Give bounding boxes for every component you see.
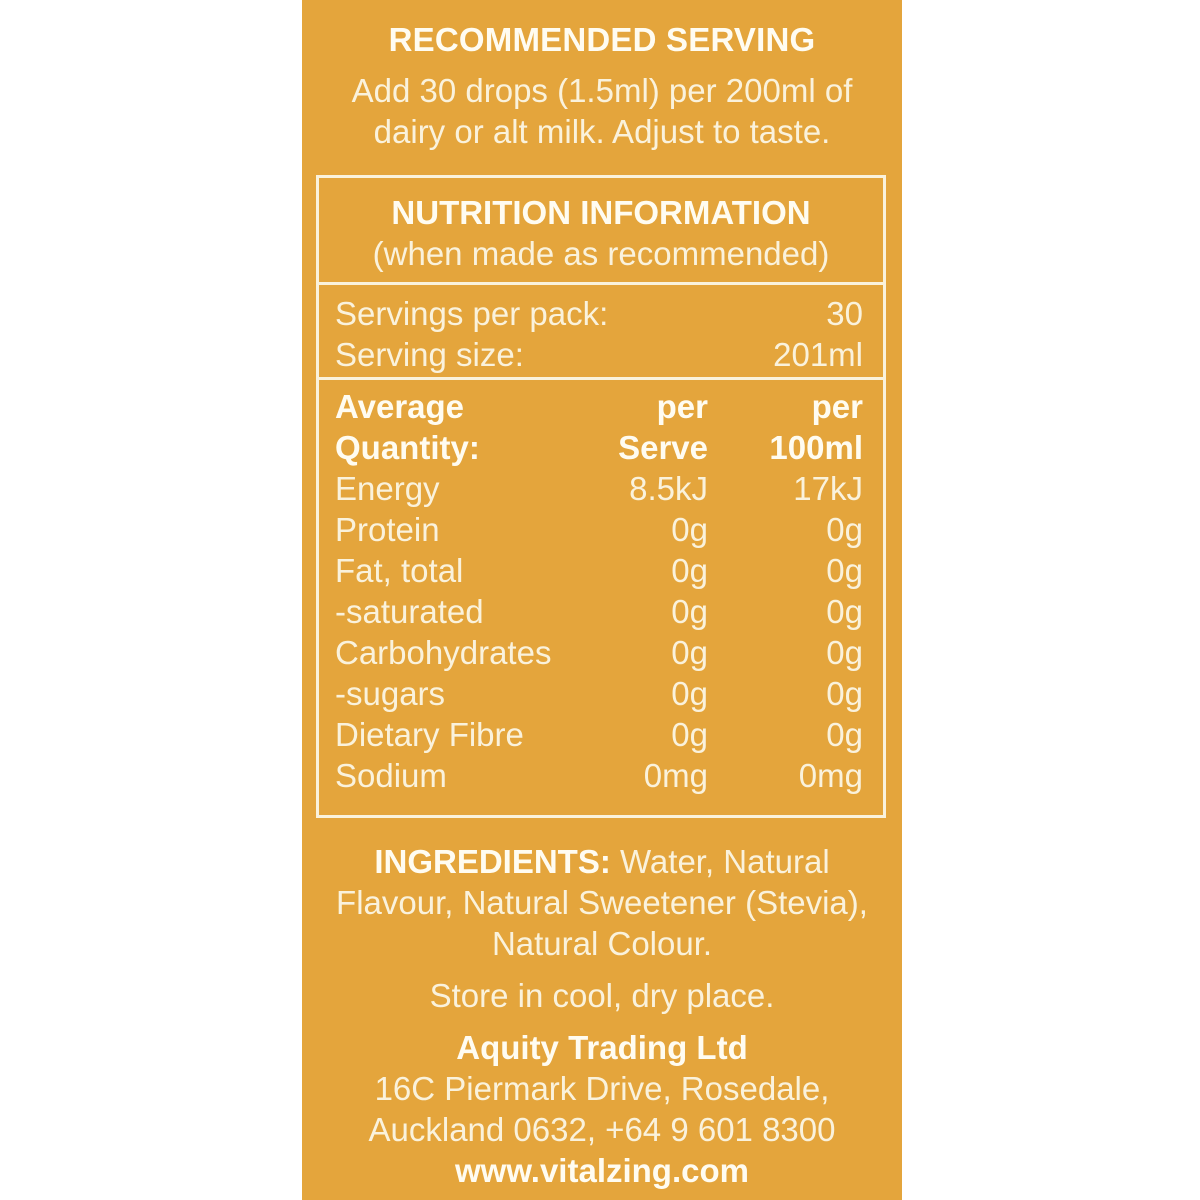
- per-serve-header-line2: Serve: [618, 429, 708, 466]
- nutrient-name: Dietary Fibre: [335, 716, 524, 753]
- table-row-sugars: [335, 673, 863, 714]
- website-url: www.vitalzing.com: [455, 1152, 749, 1189]
- ingredients-line3: Natural Colour.: [491, 925, 713, 962]
- table-row-sodium: [335, 755, 863, 796]
- ingredients-line1-rest: Water, Natural: [610, 843, 830, 880]
- servings-per-pack-value: 30: [826, 295, 863, 332]
- per-100ml-value: 0g: [826, 552, 863, 589]
- serving-size-value: 201ml: [773, 336, 863, 373]
- per-100ml-value: 0g: [826, 675, 863, 712]
- nutrient-name: Sodium: [335, 757, 447, 794]
- per-100ml-value: 0mg: [798, 757, 863, 794]
- recommended-serving-line1: Add 30 drops (1.5ml) per 200ml of: [351, 72, 853, 109]
- per-serve-value: 0g: [671, 593, 708, 630]
- nutrition-info-subtitle: (when made as recommended): [372, 235, 830, 272]
- company-address-line2: Auckland 0632, +64 9 601 8300: [368, 1111, 836, 1148]
- nutrition-info-box: [316, 175, 886, 818]
- nutrient-name: Protein: [335, 511, 440, 548]
- per-100ml-header-line2: 100ml: [769, 429, 863, 466]
- per-serve-value: 8.5kJ: [629, 470, 708, 507]
- per-serve-value: 0g: [671, 716, 708, 753]
- per-serve-value: 0mg: [643, 757, 708, 794]
- nutrient-name: Energy: [335, 470, 440, 507]
- company-address-line1: 16C Piermark Drive, Rosedale,: [374, 1070, 830, 1107]
- table-row-energy: [335, 468, 863, 509]
- per-serve-value: 0g: [671, 552, 708, 589]
- per-100ml-value: 17kJ: [793, 470, 863, 507]
- nutrient-name: Fat, total: [335, 552, 464, 589]
- recommended-serving-title: RECOMMENDED SERVING: [388, 21, 816, 58]
- nutrient-name: -saturated: [335, 593, 484, 630]
- ingredients-label: INGREDIENTS:: [374, 843, 611, 880]
- table-row-fat-total: [335, 550, 863, 591]
- servings-per-pack-row: [335, 293, 863, 334]
- per-100ml-value: 0g: [826, 716, 863, 753]
- recommended-serving-text: [302, 70, 902, 152]
- table-row-dietary-fibre: [335, 714, 863, 755]
- per-serve-value: 0g: [671, 634, 708, 671]
- servings-section: [319, 285, 883, 380]
- product-label-panel: [302, 0, 902, 1200]
- serving-size-row: [335, 334, 863, 375]
- company-name: Aquity Trading Ltd: [456, 1029, 748, 1066]
- per-100ml-value: 0g: [826, 634, 863, 671]
- servings-per-pack-label: Servings per pack:: [335, 295, 609, 332]
- serving-size-label: Serving size:: [335, 336, 524, 373]
- avg-quantity-header-line1: Average: [335, 388, 465, 425]
- per-serve-value: 0g: [671, 675, 708, 712]
- nutrition-info-title: NUTRITION INFORMATION: [391, 194, 811, 231]
- per-100ml-value: 0g: [826, 511, 863, 548]
- table-row-saturated: [335, 591, 863, 632]
- nutrition-table-header-row1: [335, 386, 863, 427]
- company-info: [302, 1027, 902, 1191]
- ingredients-line2: Flavour, Natural Sweetener (Stevia),: [336, 884, 868, 921]
- table-row-carbohydrates: [335, 632, 863, 673]
- nutrition-table-header-row2: [335, 427, 863, 468]
- recommended-serving-line2: dairy or alt milk. Adjust to taste.: [373, 113, 831, 150]
- ingredients-text: [302, 841, 902, 964]
- per-100ml-value: 0g: [826, 593, 863, 630]
- per-100ml-header-line1: per: [811, 388, 863, 425]
- per-serve-header-line1: per: [656, 388, 708, 425]
- storage-instructions: Store in cool, dry place.: [429, 977, 775, 1014]
- nutrition-info-header: [319, 178, 883, 285]
- ingredients-line1: [302, 841, 902, 882]
- nutrient-name: Carbohydrates: [335, 634, 552, 671]
- per-serve-value: 0g: [671, 511, 708, 548]
- avg-quantity-header-line2: Quantity:: [335, 429, 480, 466]
- table-row-protein: [335, 509, 863, 550]
- nutrient-name: -sugars: [335, 675, 446, 712]
- nutrition-table: [319, 380, 883, 796]
